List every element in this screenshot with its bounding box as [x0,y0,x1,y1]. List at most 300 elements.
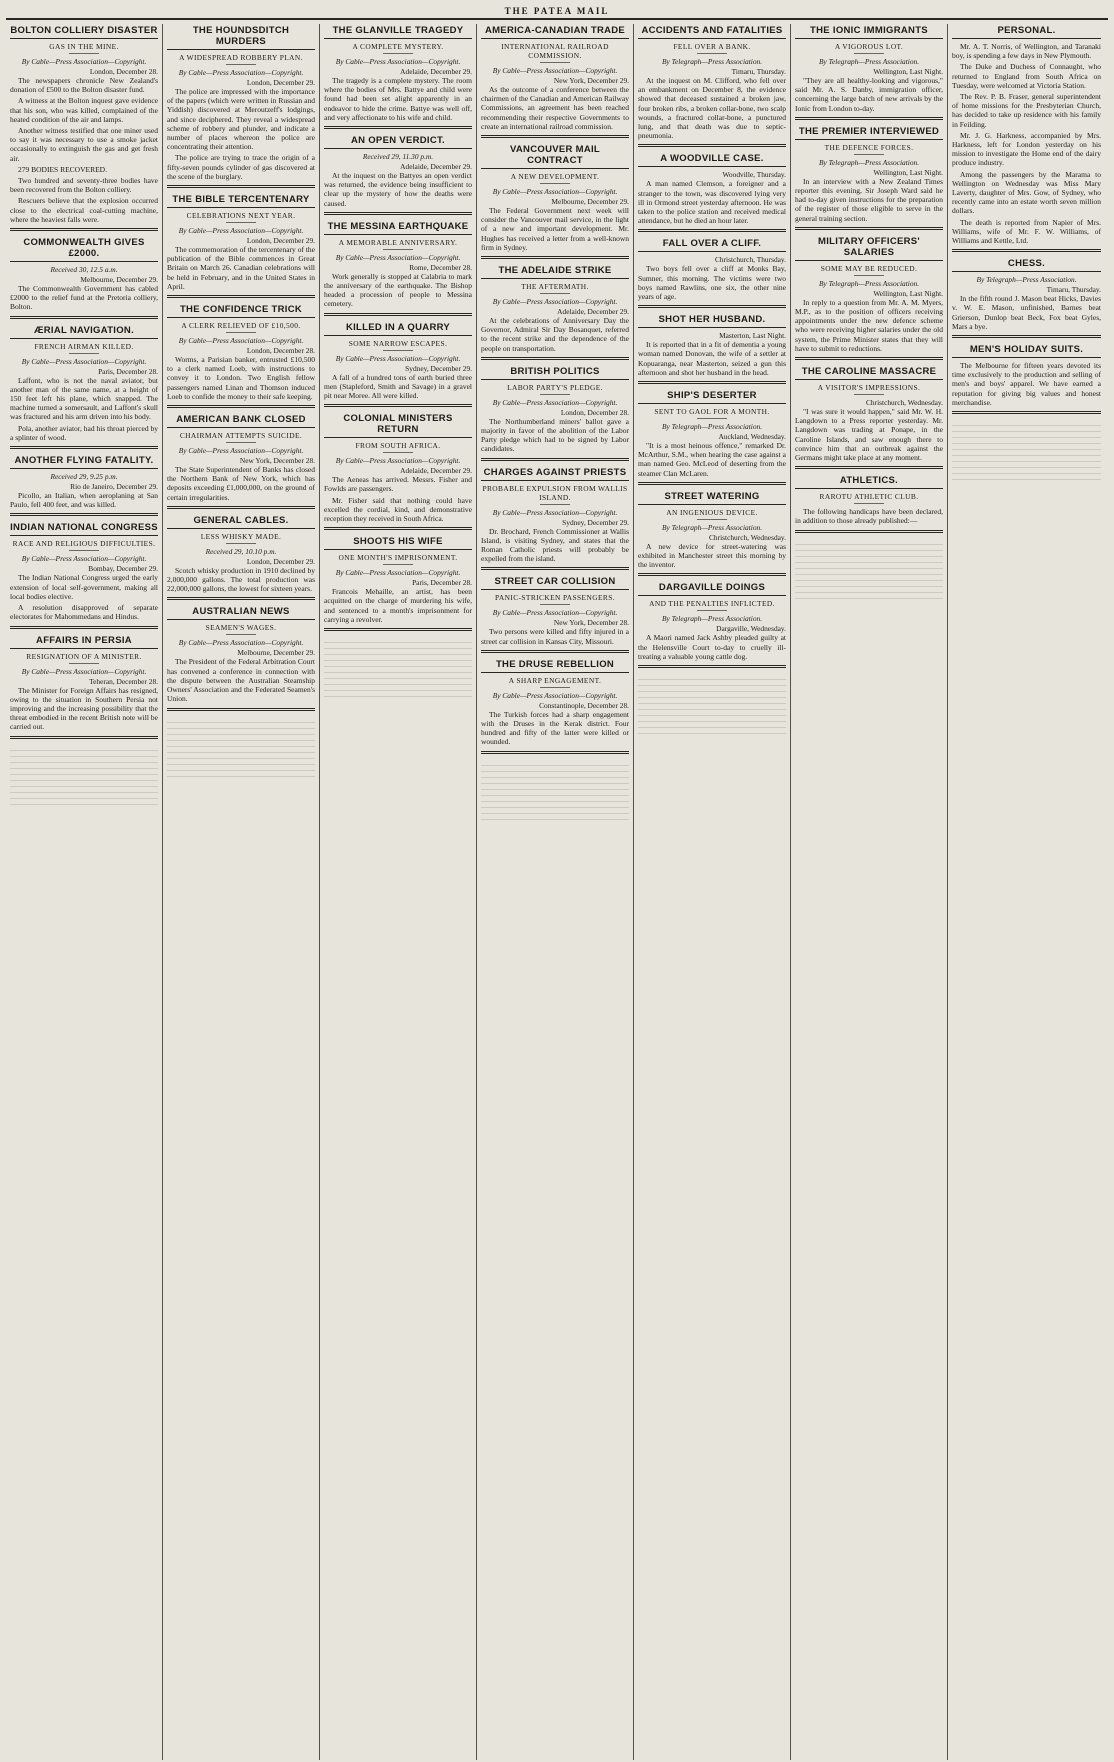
article [481,576,629,652]
article-body [481,316,629,353]
article-divider [795,357,943,360]
article [952,25,1101,252]
article-divider [481,256,629,259]
article-paragraph: The Commonwealth Government has cabled £2000 to the relief fund at the Pretoria colliery, Bolton. [10,284,158,312]
article-subheading: ONE MONTH'S IMPRISONMENT. [324,553,472,565]
article-paragraph: The commemoration of the tercentenary of the publication of the Bible commences in Great Britain on March 26. Canadian celebrations will be held in February, and in the United States in April. [167,245,315,291]
article-paragraph: Two persons were killed and fifty injured in a street car collision in Kansas City, Missouri. [481,627,629,646]
article-divider [481,567,629,570]
article-dateline: By Cable—Press Association—Copyright. [178,336,304,346]
article-body [481,527,629,564]
article-body [324,76,472,122]
article-place: Paris, December 28. [98,366,158,376]
article-paragraph: The Indian National Congress urged the early extension of local self-government, making all local bodies elective. [10,573,158,601]
article-dateline: By Cable—Press Association—Copyright. [21,554,147,564]
article-dateline: By Cable—Press Association—Copyright. [335,57,461,66]
article-paragraph: The President of the Federal Arbitration Court has convened a conference in connection with the dispute between the Australian Steamship Owners' Association and the Federated Seamen's Union. [167,657,315,704]
article-headline: THE GLANVILLE TRAGEDY [324,25,472,39]
article-place: Sydney, December 29. [405,363,472,373]
article-subheading: FELL OVER A BANK. [638,42,786,54]
article-place: New York, December 29. [553,76,629,85]
article-dateline: By Cable—Press Association—Copyright. [492,397,618,407]
article-divider [10,228,158,231]
article-divider [324,527,472,530]
article-body [638,633,786,661]
article-body [10,686,158,732]
article-paragraph: The Aeneas has arrived. Messrs. Fisher and Fowlds are passengers. [324,475,472,494]
article-paragraph: Rescuers believe that the explosion occurred close to the electrical coal-cutting machine, where the heaviest falls were. [10,196,158,224]
column-3 [320,24,477,1760]
article-divider [638,305,786,308]
article-divider [638,482,786,485]
article-subheading: A MEMORABLE ANNIVERSARY. [324,238,472,250]
article-subheading: RAROTU ATHLETIC CLUB. [795,492,943,504]
article-subheading: THE DEFENCE FORCES. [795,143,943,155]
article [10,455,158,516]
article-paragraph: A Maori named Jack Ashby pleaded guilty at the Helensville Court to-day to cruelly ill-treating a valuable young cattle dog. [638,633,786,661]
article-paragraph: The newspapers chronicle New Zealand's donation of £500 to the Bolton disaster fund. [10,76,158,95]
article-body [167,245,315,291]
article-headline: BRITISH POLITICS [481,366,629,380]
article-headline: A WOODVILLE CASE. [638,153,786,167]
article-paragraph: It is reported that in a fit of dementia a young woman named Donovan, the wife of a settler at Kopuaranga, near Masterton, seized a gun this afternoon and shot her husband in the head. [638,340,786,377]
article-divider [167,295,315,298]
article [10,325,158,449]
article-place: Auckland, Wednesday. [718,432,786,442]
article [481,659,629,754]
article-headline: THE CAROLINE MASSACRE [795,366,943,380]
article-body [638,542,786,570]
article-divider [167,708,315,711]
article-body [10,491,158,509]
article-headline: AN OPEN VERDICT. [324,135,472,149]
article-dateline: By Telegraph—Press Association. [976,275,1077,285]
article-place: Paris, December 28. [412,578,472,588]
article-paragraph: A fall of a hundred tons of earth buried three men (Stapleford, Smith and Savage) in a gravel pit near Moree. All were killed. [324,372,472,401]
article-subheading: A COMPLETE MYSTERY. [324,42,472,54]
article-subheading: A CLERK RELIEVED OF £10,500. [167,321,315,333]
article-paragraph: The Melbourne for fifteen years devoted its time exclusively to the production and selling of men's and boys' apparel. We have earned a reputation for giving big values and honest merchandise. [952,361,1101,407]
article-dateline: By Cable—Press Association—Copyright. [335,456,461,466]
article-subheading: A NEW DEVELOPMENT. [481,172,629,184]
article-subheading: A VISITOR'S IMPRESSIONS. [795,383,943,395]
article-headline: AFFAIRS IN PERSIA [10,635,158,649]
article [324,25,472,129]
article-place: Adelaide, December 29. [400,67,472,76]
article [481,25,629,138]
article [638,25,786,147]
article-paragraph: Laffont, who is not the naval aviator, but another man of the same name, at a height of 150 feet left his plane, which snapped. The machine turned a somersault, and Laffont's skull was fractured and his arm driven into his body. [10,375,158,422]
article-paragraph: The Turkish forces had a sharp engagement with the Druses in the Kerak district. Four hundred and fifty of the latter were killed or wounded. [481,709,629,747]
article-dateline: By Cable—Press Association—Copyright. [492,297,618,307]
article-paragraph: "It is a most heinous offence," remarked Dr. McArthur, S.M., when hearing the case against a man named Geo. McLeod of deserting from the steamer Clan McLaren. [638,441,786,478]
article-headline: THE MESSINA EARTHQUAKE [324,221,472,235]
article-paragraph: "They are all healthy-looking and vigorous," said Mr. A. S. Danby, immigration officer, concerning the large batch of new arrivals by the Ionic from London to-day. [795,76,943,113]
article-body [324,272,472,309]
article-divider [638,144,786,147]
article-body [952,42,1101,245]
article-place: Christchurch, Thursday. [714,255,786,265]
column-2 [163,24,320,1760]
article-body [324,587,472,624]
article-paragraph: Dr. Brochard, French Commissioner at Wallis Island, is visiting Sydney, and states that the Roman Catholic priests will probably be expelled from the island. [481,526,629,564]
masthead [6,6,1108,20]
article [167,25,315,188]
article-divider [481,751,629,754]
article-dateline: By Cable—Press Association—Copyright. [21,356,147,366]
article-paragraph: A resolution disapproved of separate electorates for Mahommedans and Hindus. [10,603,158,622]
article-divider [167,506,315,509]
article-dateline: By Cable—Press Association—Copyright. [178,68,304,77]
article-paragraph: Work generally is stopped at Calabria to mark the anniversary of the earthquake. The Bishop headed a procession of people to Messina cemetery. [324,271,472,309]
article-headline: MILITARY OFFICERS' SALARIES [795,236,943,261]
article-dateline: By Cable—Press Association—Copyright. [178,638,304,648]
article [167,515,315,601]
article-paragraph: 279 BODIES RECOVERED. [18,164,107,174]
article-headline: GENERAL CABLES. [167,515,315,529]
article-divider [481,650,629,653]
article-body [795,76,943,113]
article-divider [10,316,158,319]
article-paragraph: The Northumberland miners' ballot gave a majority in favor of the abolition of the Labor Party pledge which had to be signed by Labor candidates. [481,416,629,454]
article-body [638,264,786,301]
article-divider [481,135,629,138]
article-place: London, December 28. [560,407,629,417]
article-headline: AMERICAN BANK CLOSED [167,414,315,428]
column-continuation [10,745,158,805]
article-paragraph: In the fifth round J. Mason beat Hicks, Davies v. W. E. Mason, unfinished, Barnes beat Grierson, Dunlop beat Beck, Fox beat Gyles, Mars a bye. [952,294,1101,331]
article-paragraph: Among the passengers by the Marama to Wellington on Wednesday was Miss Mary Laverty, daughter of Mrs. Gow, of Sydney, who recently came into an estate worth seven million dollars. [952,169,1101,216]
column-continuation [481,760,629,820]
article [10,25,158,231]
column-4 [477,24,634,1760]
article-headline: INDIAN NATIONAL CONGRESS [10,522,158,536]
article-headline: ACCIDENTS AND FATALITIES [638,25,786,39]
article-divider [638,573,786,576]
article-headline: AMERICA-CANADIAN TRADE [481,25,629,39]
article-headline: COMMONWEALTH GIVES £2000. [10,237,158,262]
article-dateline: By Telegraph—Press Association. [818,157,920,167]
article-headline: THE IONIC IMMIGRANTS [795,25,943,39]
article-place: Wellington, Last Night. [873,67,943,76]
article-place: New York, December 28. [239,456,315,466]
article-divider [324,404,472,407]
masthead-title: THE PATEA MAIL [504,6,610,16]
column-5 [634,24,791,1760]
article-body [795,407,943,462]
article-subheading: A SHARP ENGAGEMENT. [481,676,629,688]
article [324,135,472,215]
article [10,635,158,739]
article-body [324,475,472,523]
article-headline: DARGAVILLE DOINGS [638,582,786,596]
article-headline: THE BIBLE TERCENTENARY [167,194,315,208]
article-headline: AUSTRALIAN NEWS [167,606,315,620]
article-divider [167,185,315,188]
article-place: Christchurch, Wednesday. [866,398,943,408]
article-dateline: By Cable—Press Association—Copyright. [21,57,147,66]
article-place: Masterton, Last Night. [719,331,786,341]
article-place: Dargaville, Wednesday. [716,624,786,634]
article-headline: FALL OVER A CLIFF. [638,238,786,252]
article-subheading: FRENCH AIRMAN KILLED. [10,342,158,354]
article-headline: ATHLETICS. [795,475,943,489]
article-paragraph: A new device for street-watering was exhibited in Manchester street this morning by the inventor. [638,541,786,570]
article [167,606,315,710]
article-divider [324,628,472,631]
article-dateline: By Cable—Press Association—Copyright. [335,353,461,363]
article-subheading: PROBABLE EXPULSION FROM WALLIS ISLAND. [481,484,629,505]
article-divider [10,513,158,516]
column-continuation [167,717,315,777]
article-headline: THE ADELAIDE STRIKE [481,265,629,279]
article-paragraph: A man named Clemson, a foreigner and a stranger to the town, was discovered lying very ill in Ormond street yesterday afternoon. He was taken to the police station and received medical attendance, but he died an hour later. [638,179,786,226]
article-headline: CHARGES AGAINST PRIESTS [481,467,629,481]
article-divider [481,357,629,360]
article-headline: SHOT HER HUSBAND. [638,314,786,328]
article-body [795,177,943,223]
article-place: London, December 28. [89,67,158,76]
article-paragraph: The Duke and Duchess of Connaught, who returned to England from South Africa on Tuesday, were welcomed at Victoria Station. [952,62,1101,90]
column-7 [948,24,1105,1760]
article-divider [638,229,786,232]
article [10,522,158,628]
article [481,467,629,571]
article-dateline: By Telegraph—Press Association. [661,522,763,532]
article-dateline: By Cable—Press Association—Copyright. [21,666,147,676]
article-headline: VANCOUVER MAIL CONTRACT [481,144,629,169]
article-headline: MEN'S HOLIDAY SUITS. [952,344,1101,358]
article-body [795,507,943,525]
article [324,413,472,530]
article-place: Constantinople, December 28. [539,700,629,710]
article-headline: COLONIAL MINISTERS RETURN [324,413,472,438]
article-headline: SHIP'S DESERTER [638,390,786,404]
article-dateline: By Cable—Press Association—Copyright. [178,446,304,456]
article [638,390,786,485]
article-place: Adelaide, December 29. [400,466,472,476]
column-continuation [952,420,1101,480]
column-continuation [795,539,943,599]
article-body [167,355,315,401]
article-dateline: By Telegraph—Press Association. [818,278,920,288]
article-headline: BOLTON COLLIERY DISASTER [10,25,158,39]
article-body [10,76,158,224]
article [795,366,943,469]
article-place: Melbourne, December 29. [551,197,629,207]
article-body [167,87,315,181]
article-body [167,657,315,703]
article-subheading: SOME MAY BE REDUCED. [795,264,943,276]
article-paragraph: Picollo, an Italian, when aeroplaning at San Paulo, fell 400 feet, and was killed. [10,491,158,510]
article-body [481,710,629,747]
article-body [10,573,158,621]
article-place: Timaru, Thursday. [731,67,786,76]
article-dateline: By Telegraph—Press Association. [818,57,920,66]
article-paragraph: Two boys fell over a cliff at Monks Bay, Sumner, this morning. The victims were two boys named Rawlins, one six, the other nine years of age. [638,264,786,302]
article-divider [795,466,943,469]
article-place: Sydney, December 29. [562,517,629,527]
article [481,366,629,461]
article [167,414,315,509]
article-dateline: By Cable—Press Association—Copyright. [492,690,618,700]
article-dateline: By Cable—Press Association—Copyright. [492,66,618,75]
article-paragraph: At the inquest on M. Clifford, who fell over an embankment on December 8, the evidence showed that deceased sustained a broken jaw, four broken ribs, a broken collar-bone, two scalp wounds, a fractured collar-bone, a punctured lung, and that death was due to septic-pneumonia. [638,76,786,141]
article-subheading: A WIDESPREAD ROBBERY PLAN. [167,53,315,65]
article-paragraph: Mr. A. T. Norris, of Wellington, and Taranaki boy, is spending a few days in New Plymouth. [952,42,1101,61]
article-dateline: By Telegraph—Press Association. [661,57,763,66]
article [638,314,786,384]
article-paragraph: The State Superintendent of Banks has closed the Northern Bank of New York, which has deposits exceeding £1,000,000, on the ground of certain irregularities. [167,465,315,502]
column-6 [791,24,948,1760]
article-divider [481,458,629,461]
article-dateline: By Cable—Press Association—Copyright. [492,187,618,197]
article-divider [10,736,158,739]
article-place: Melbourne, December 29. [237,648,315,658]
article-body [795,298,943,353]
article-body [481,85,629,131]
article-body [638,340,786,377]
article-subheading: CELEBRATIONS NEXT YEAR. [167,211,315,223]
article-body [638,179,786,225]
article [638,491,786,577]
article-subheading: INTERNATIONAL RAILROAD COMMISSION. [481,42,629,63]
article-subheading: GAS IN THE MINE. [10,42,158,54]
article-paragraph: The Minister for Foreign Affairs has resigned, owing to the situation in Southern Persia not improving and the increasing possibility that the threat embodied in the recent British note will be carried out. [10,685,158,732]
article-paragraph: The Federal Government next week will consider the Vancouver mail service, in the light of a new and important development. Mr. Hughes has received a letter from a well-known firm in Sydney. [481,206,629,252]
article-body [10,376,158,442]
article-paragraph: The death is reported from Napier of Mrs. Williams, wife of Mr. F. W. Williams, of Williams and Kettle, Ltd. [952,217,1101,246]
article-subheading: FROM SOUTH AFRICA. [324,441,472,453]
article [638,153,786,232]
article-headline: STREET CAR COLLISION [481,576,629,590]
article-body [324,373,472,401]
article-subheading: RACE AND RELIGIOUS DIFFICULTIES. [10,539,158,551]
column-continuation [324,637,472,697]
article [324,322,472,408]
article-body [481,206,629,252]
article-place: London, December 29. [246,78,315,87]
article-body [167,566,315,594]
article-subheading: SEAMEN'S WAGES. [167,623,315,635]
article-place: Wellington, Last Night. [873,167,943,177]
article-paragraph: In reply to a question from Mr. A. M. Myers, M.P., as to the position of officers receiving appointments under the new defence scheme who were receiving higher salaries under the old system, the Prime Minister states that they will have to submit to reductions. [795,297,943,353]
article-dateline: Received 29, 9.25 p.m. [50,472,118,482]
article-divider [10,626,158,629]
article-subheading: THE AFTERMATH. [481,282,629,294]
article [795,475,943,532]
article-divider [795,530,943,533]
article-paragraph: As the outcome of a conference between the chairmen of the Canadian and American Railway Commissions, an agreement has been reached recommending their respective Governments to create an international railroad commission. [481,85,629,131]
article-divider [795,117,943,120]
article [167,304,315,408]
article-dateline: By Telegraph—Press Association. [661,422,763,432]
article [324,221,472,316]
article-dateline: By Cable—Press Association—Copyright. [492,608,618,618]
article-headline: THE PREMIER INTERVIEWED [795,126,943,140]
article-body [638,76,786,140]
article-paragraph: Mr. Fisher said that nothing could have excelled the cordial, kind, and demonstrative reception they received in South Africa. [324,495,472,524]
article-body [10,284,158,312]
article-paragraph: Two hundred and seventy-three bodies have been recovered from the Bolton colliery. [10,176,158,195]
article-divider [167,597,315,600]
article [795,126,943,230]
article-paragraph: Another witness testified that one miner used to say it was necessary to use a smoke jacket occasionally to extinguish the gas and get fresh air. [10,126,158,163]
article-headline: PERSONAL. [952,25,1101,39]
article [638,582,786,668]
article-subheading: SENT TO GAOL FOR A MONTH. [638,407,786,419]
article-divider [167,405,315,408]
article-subheading: SOME NARROW ESCAPES. [324,339,472,351]
article [10,237,158,319]
article-divider [324,212,472,215]
article-divider [324,313,472,316]
article-paragraph: Scotch whisky production in 1910 declined by 2,000,000 gallons. The total production was 22,000,000 gallons, the lowest for sixteen years. [167,565,315,594]
article-paragraph: The tragedy is a complete mystery. The room where the bodies of Mrs. Battye and child were found had been set alight apparently in an endeavor to hide the crime. Battye was well off, and very affectionate to his wife and child. [324,76,472,122]
article-paragraph: A witness at the Bolton inquest gave evidence that his son, who was killed, complained of the heated condition of the air and lamps. [10,96,158,124]
article [795,25,943,120]
article-place: London, December 28. [246,346,315,356]
article-headline: KILLED IN A QUARRY [324,322,472,336]
article-place: Christchurch, Wednesday. [709,532,786,542]
article-divider [952,249,1101,252]
article-paragraph: At the celebrations of Anniversary Day the Governor, Admiral Sir Day Bosanquet, referred to the recent strike and the dependence of the people on transportation. [481,316,629,353]
column-continuation [638,674,786,734]
article-place: London, December 29. [246,556,315,566]
article-headline: SHOOTS HIS WIFE [324,536,472,550]
article-body [952,294,1101,331]
article-place: Melbourne, December 29. [80,275,158,285]
article [952,258,1101,338]
article-subheading: LESS WHISKY MADE. [167,532,315,544]
article-divider [324,126,472,129]
article-place: Bombay, December 29. [88,564,158,574]
article [167,194,315,298]
article [795,236,943,360]
article-headline: THE CONFIDENCE TRICK [167,304,315,318]
article-body [324,171,472,208]
article-place: Adelaide, December 29. [400,162,472,172]
article-place: Woodville, Thursday. [722,170,786,180]
article [481,265,629,360]
article-headline: THE HOUNDSDITCH MURDERS [167,25,315,50]
article-place: London, December 29. [246,236,315,246]
article-body [952,361,1101,407]
article-dateline: By Cable—Press Association—Copyright. [335,252,461,262]
article-divider [638,381,786,384]
article-place: Adelaide, December 29. [557,307,629,317]
article-dateline: By Cable—Press Association—Copyright. [335,568,461,578]
article-paragraph: In an interview with a New Zealand Times reporter this evening, Sir Joseph Ward said he had to-day given instructions for the preparation of the register of those eligible to serve in the general training section. [795,176,943,223]
article-place: Timaru, Thursday. [1046,285,1101,295]
article-place: Rome, December 28. [409,262,472,272]
article-divider [952,335,1101,338]
article-divider [952,411,1101,414]
article-divider [10,446,158,449]
article-place: New York, December 28. [553,618,629,628]
article-headline: STREET WATERING [638,491,786,505]
article-paragraph: The Rev. P. B. Fraser, general superintendent of home missions for the Presbyterian Church, has decided to take up residence with his family in Feilding. [952,92,1101,129]
article-paragraph: The police are impressed with the importance of the papers (which were written in Russian and Yiddish) discovered at Meroutzeff's lodgings, and since deciphered. They reveal a widespread scheme of robbery and plunder, and indicate a number of places whereon the police are concentrating their attention. [167,87,315,152]
article-dateline: Received 29, 10.10 p.m. [205,546,277,556]
article-place: Wellington, Last Night. [873,288,943,298]
article-headline: THE DRUSE REBELLION [481,659,629,673]
article [952,344,1101,414]
article-headline: CHESS. [952,258,1101,272]
article-subheading: LABOR PARTY'S PLEDGE. [481,383,629,395]
column-1 [6,24,163,1760]
article-paragraph: Worms, a Parisian banker, entrusted £10,500 to a clerk named Loeb, with instructions to convey it to London. Two English fellow passengers named Linan and Thomson induced Loeb to confide the money to their safe keeping. [167,355,315,401]
